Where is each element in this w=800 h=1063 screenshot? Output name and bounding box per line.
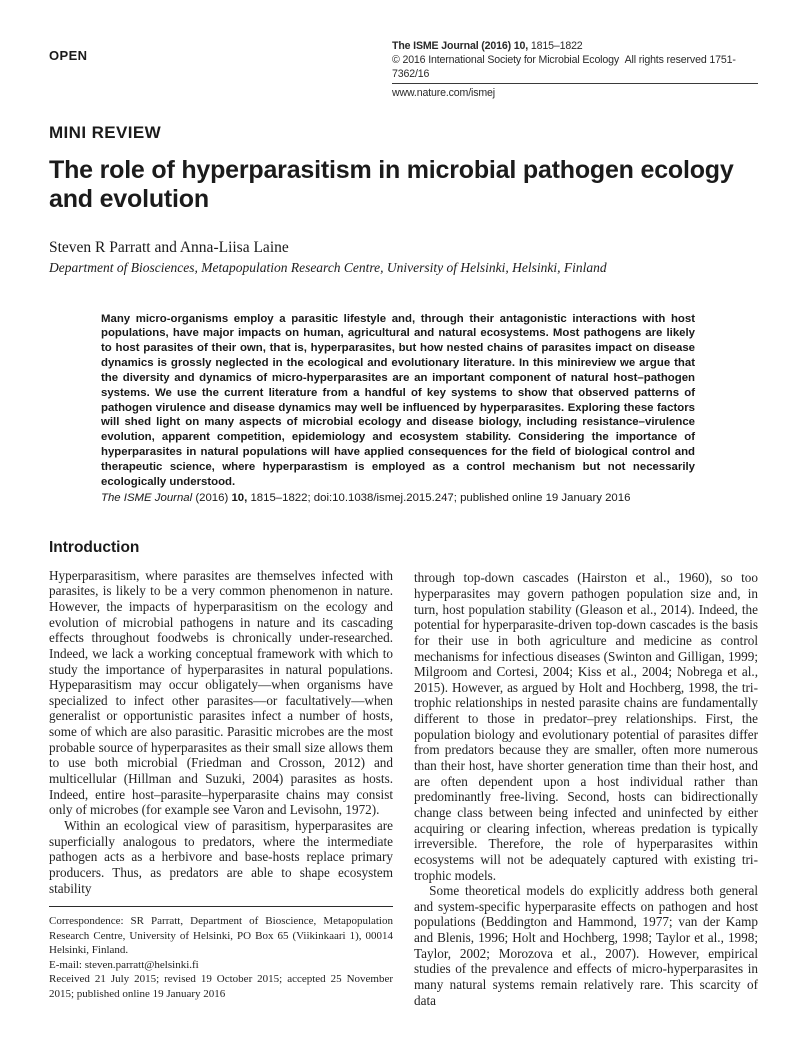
author-affiliation: Department of Biosciences, Metapopulation Research Centre, University of Helsinki, Helsinki, Finland [49,259,607,275]
intro-paragraph-1: Hyperparasitism, where parasites are themselves infected with parasites, is likely to be a very common phenomenon in nature. However, the impacts of hyperparasitism on the ecology and evolution of microbial pathogens in nature and its cascading effects throughout foodwebs is chronically under-researched. Indeed, we lack a working conceptual framework with which to study the importance of hyperparasites in natural populations. Hypeparasitism may occur obligately—when organisms have specialized to infect other parasites—or facultatively—when generalist or opportunistic parasites infect a number of hosts, some of which are also parasitic. Parasitic microbes are the most probable source of hyperparasites as their small size allows them to use both microbial (Friedman and Crosson, 2012) and multicellular (Hillman and Suzuki, 2004) parasites as hosts. Indeed, entire host–parasite–hyperparasite chains may consist only of microbes (for example see Varon and Levisohn, 1972). [49,567,393,818]
history-dates-note: Received 21 July 2015; revised 19 October 2015; accepted 25 November 2015; published online 19 January 2016 [49,973,393,1000]
right-column [414,539,758,1008]
rights-text: All rights reserved 1751-7362/16 [392,53,736,80]
citation-journal-name: The ISME Journal [101,491,193,504]
journal-masthead [392,40,758,101]
open-access-badge: OPEN [49,48,88,63]
correspondence-note: Correspondence: SR Parratt, Department of Bioscience, Metapopulation Research Centre, University of Helsinki, PO Box 65 (Viikinkaari 1), 00014 Helsinki, Finland. [49,915,393,957]
journal-name-volume: The ISME Journal (2016) 10, [392,40,529,52]
masthead-divider [392,83,758,84]
intro-paragraph-4: Some theoretical models do explicitly address both general and system-specific hyperparasite effects on pathogen and host populations (Beddington and Hammond, 1977; van der Kamp and Blenis, 1996; Holt and Hochberg, 1998; Taylor et al., 1998; Taylor, 2002; Morozova et al., 2007). However, empirical studies of the prevalence and effects of micro-hyperparasites in many natural systems remain relatively rare. This scarcity of data [414,883,758,1008]
footnote-block [49,906,393,1001]
copyright-line [392,54,758,82]
abstract-block [101,312,695,506]
page-header [49,40,758,101]
introduction-heading: Introduction [49,539,140,557]
left-column [49,539,393,1008]
intro-paragraph-2: Within an ecological view of parasitism, hyperparasites are superficially analogous to predators, where the intermediate pathogen acts as a herbivore and base-hosts replace primary producers. Thus, as predators are able to shape ecosystem stability [49,817,393,896]
journal-citation-line [392,40,758,54]
author-names: Steven R Parratt and Anna-Liisa Laine [49,238,289,256]
email-note: E-mail: steven.parratt@helsinki.fi [49,958,199,971]
abstract-citation [101,491,695,506]
copyright-text: © 2016 International Society for Microbial Ecology [392,53,620,66]
article-body [49,539,758,1008]
journal-page-range: 1815–1822 [528,40,583,52]
article-title: The role of hyperparasitism in microbial pathogen ecology and evolution [49,156,734,214]
citation-details: 1815–1822; doi:10.1038/ismej.2015.247; published online 19 January 2016 [247,491,631,504]
article-type-label: MINI REVIEW [49,123,162,143]
citation-volume: 10, [231,491,248,504]
abstract-text: Many micro-organisms employ a parasitic lifestyle and, through their antagonistic interactions with host populations, have major impacts on human, agricultural and natural ecosystems. Most pathogens are likely to host parasites of their own, that is, hyperparasites, but how nested chains of parasites impact on disease dynamics is grossly neglected in the ecological and evolutionary literature. In this minireview we argue that the diversity and dynamics of micro-hyperparasites are an important component of natural host–pathogen systems. We use the current literature from a handful of key systems to show that observed patterns of pathogen virulence and disease dynamics may well be influenced by hyperparasites. Exploring these factors will shed light on many aspects of microbial ecology and disease biology, including resistance–virulence evolution, apparent competition, epidemiology and ecosystem stability. Considering the importance of hyperparasites in natural populations will have applied consequences for the field of biological control and therapeutic science, where hyperparastism is employed as a control mechanism but not necessarily ecologically understood. [101,312,695,488]
intro-paragraph-3: through top-down cascades (Hairston et al., 1960), so too hyperparasites may govern pathogen population size and, in turn, host population stability (Gleason et al., 2014). Indeed, the potential for hyperparasite-driven top-down cascades is the basis for their use in both agriculture and medicine as control mechanisms for infectious diseases (Swinton and Gilligan, 1999; Milgroom and Cortesi, 2004; Kiss et al., 2004; Nobrega et al., 2015). However, as argued by Holt and Hochberg, 1998, the tri-trophic relationships in nested parasite chains are fundamentally different to those in predator–prey relationships. First, the population biology and evolutionary potential of parasites differ from predators because they are smaller, often more numerous than their host, have shorter generation time than their host, and are often dependent upon a host individual rather than predominantly free-living. Second, hosts can bidirectionally change class between being infected and uninfected by either acquiring or clearing infection, whereas predation is typically irreversible. Therefore, the role of hyperparasites within ecosystems will not be adequately captured with existing tri-trophic models. [414,570,758,883]
citation-year: (2016) [192,491,232,504]
journal-url: www.nature.com/ismej [392,87,495,100]
